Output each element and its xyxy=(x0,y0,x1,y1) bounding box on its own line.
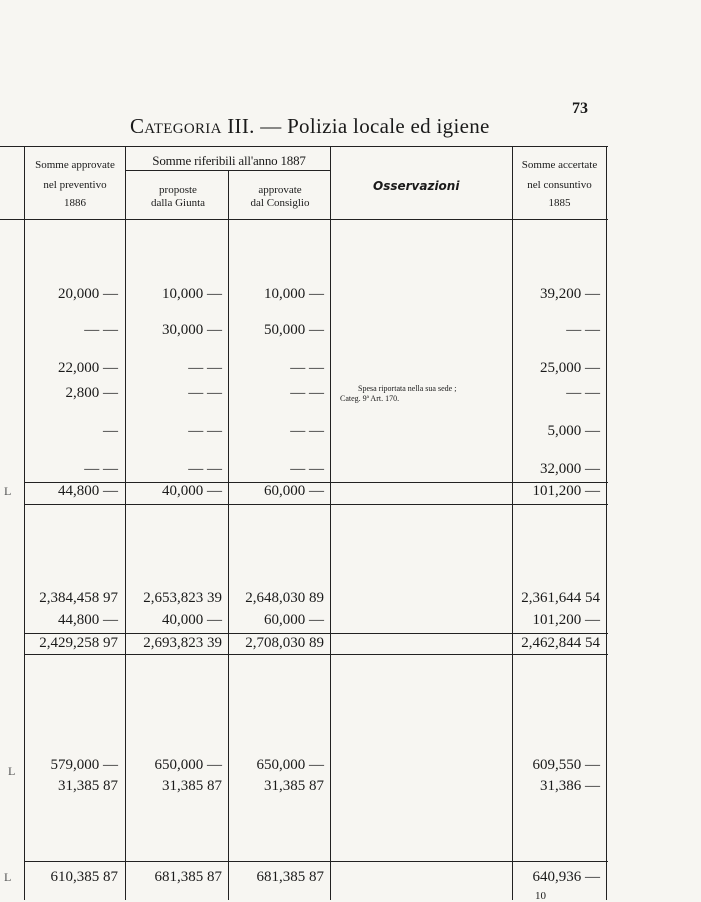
observation-note-line1: Spesa riportata nella sua sede ; xyxy=(358,384,457,393)
table-cell-c5: 31,386 — xyxy=(540,778,600,794)
table-cell-c3: 50,000 — xyxy=(264,322,324,338)
header-col1-line1: Somme approvate xyxy=(35,159,115,171)
header-col1 xyxy=(26,158,124,211)
rule-h-sum2-a xyxy=(24,633,608,634)
table-cell-c5: 101,200 — xyxy=(532,483,600,499)
rule-h-sum2-b xyxy=(24,654,608,655)
table-cell-c2: — — xyxy=(188,360,222,376)
table-cell-c5: 32,000 — xyxy=(540,461,600,477)
table-cell-c2: — — xyxy=(188,461,222,477)
header-col2-line1: proposte xyxy=(159,184,197,196)
table-cell-c3: 650,000 — xyxy=(256,757,324,773)
header-col5-line2: nel consuntivo xyxy=(527,179,592,191)
table-cell-c2: — — xyxy=(188,423,222,439)
table-cell-c1: — — xyxy=(84,322,118,338)
rule-v-left xyxy=(24,146,25,900)
table-cell-c1: — xyxy=(103,423,118,439)
header-col2-line2: dalla Giunta xyxy=(150,197,206,209)
table-cell-c2: 10,000 — xyxy=(162,286,222,302)
header-group: Somme riferibili all'anno 1887 xyxy=(152,153,306,168)
margin-mark: L xyxy=(4,484,12,498)
table-cell-c1: 579,000 — xyxy=(50,757,118,773)
table-cell-c5: 640,936 — xyxy=(532,869,600,885)
table-cell-c3: — — xyxy=(290,385,324,401)
table-cell-c5: — — xyxy=(566,385,600,401)
table-cell-c3: — — xyxy=(290,360,324,376)
header-col5 xyxy=(513,158,606,211)
table-cell-c2: 2,653,823 39 xyxy=(143,590,222,606)
rule-v-col3 xyxy=(330,146,331,900)
rule-h-top xyxy=(0,146,608,147)
rule-h-header xyxy=(0,219,608,220)
page-number: 73 xyxy=(572,100,588,117)
table-cell-c1: 20,000 — xyxy=(58,286,118,302)
header-col5-line1: Somme accertate xyxy=(521,159,598,171)
table-cell-c3: 681,385 87 xyxy=(256,869,324,885)
table-cell-c3: 60,000 — xyxy=(264,612,324,628)
table-cell-c1: 44,800 — xyxy=(58,612,118,628)
rule-h-group xyxy=(126,170,331,171)
table-cell-c5: — — xyxy=(566,322,600,338)
table-cell-c1: 2,384,458 97 xyxy=(39,590,118,606)
table-cell-c1: 31,385 87 xyxy=(58,778,118,794)
table-cell-c2: 31,385 87 xyxy=(162,778,222,794)
table-cell-c3: 10,000 — xyxy=(264,286,324,302)
rule-v-right xyxy=(606,146,607,900)
rule-v-col2 xyxy=(228,170,229,900)
table-cell-c2: 2,693,823 39 xyxy=(143,635,222,651)
table-cell-c5: 2,361,644 54 xyxy=(521,590,600,606)
header-col3-line2: dal Consiglio xyxy=(250,197,310,209)
rule-h-sum3 xyxy=(24,861,608,862)
header-col2 xyxy=(128,184,228,210)
table-cell-c1: 22,000 — xyxy=(58,360,118,376)
table-cell-c3: 31,385 87 xyxy=(264,778,324,794)
rule-h-sum1-b xyxy=(24,504,608,505)
table-cell-c2: 30,000 — xyxy=(162,322,222,338)
margin-mark: L xyxy=(4,870,12,884)
table-cell-c3: 60,000 — xyxy=(264,483,324,499)
table-cell-c3: 2,648,030 89 xyxy=(245,590,324,606)
header-col1-line3: 1886 xyxy=(64,197,86,209)
table-cell-c2: 40,000 — xyxy=(162,612,222,628)
footer-number: 10 xyxy=(535,890,546,902)
title-rest: III. — Polizia locale ed igiene xyxy=(221,114,490,138)
header-col3-line1: approvate xyxy=(258,184,302,196)
table-cell-c5: 25,000 — xyxy=(540,360,600,376)
header-col1-line2: nel preventivo xyxy=(43,179,107,191)
table-cell-c5: 2,462,844 54 xyxy=(521,635,600,651)
table-cell-c3: — — xyxy=(290,423,324,439)
rule-v-col4 xyxy=(512,146,513,900)
table-cell-c1: 610,385 87 xyxy=(50,869,118,885)
observation-note-line2: Categ. 9ª Art. 170. xyxy=(340,394,400,403)
table-cell-c5: 39,200 — xyxy=(540,286,600,302)
table-cell-c2: 681,385 87 xyxy=(154,869,222,885)
table-cell-c5: 609,550 — xyxy=(532,757,600,773)
margin-mark: L xyxy=(8,764,16,778)
table-cell-c1: — — xyxy=(84,461,118,477)
table-cell-c5: 5,000 — xyxy=(547,423,600,439)
observation-note xyxy=(340,384,456,404)
table-cell-c1: 44,800 — xyxy=(58,483,118,499)
table-cell-c3: — — xyxy=(290,461,324,477)
table-cell-c2: 40,000 — xyxy=(162,483,222,499)
table-cell-c2: 650,000 — xyxy=(154,757,222,773)
header-col5-line3: 1885 xyxy=(548,197,571,209)
rule-v-col1 xyxy=(125,146,126,900)
page-title xyxy=(130,114,490,139)
table-cell-c1: 2,800 — xyxy=(65,385,118,401)
title-category: Categoria xyxy=(130,114,222,138)
table-cell-c3: 2,708,030 89 xyxy=(245,635,324,651)
table-cell-c5: 101,200 — xyxy=(532,612,600,628)
header-observations: Osservazioni xyxy=(373,179,460,193)
table-cell-c1: 2,429,258 97 xyxy=(39,635,118,651)
header-col3 xyxy=(230,184,330,210)
table-cell-c2: — — xyxy=(188,385,222,401)
